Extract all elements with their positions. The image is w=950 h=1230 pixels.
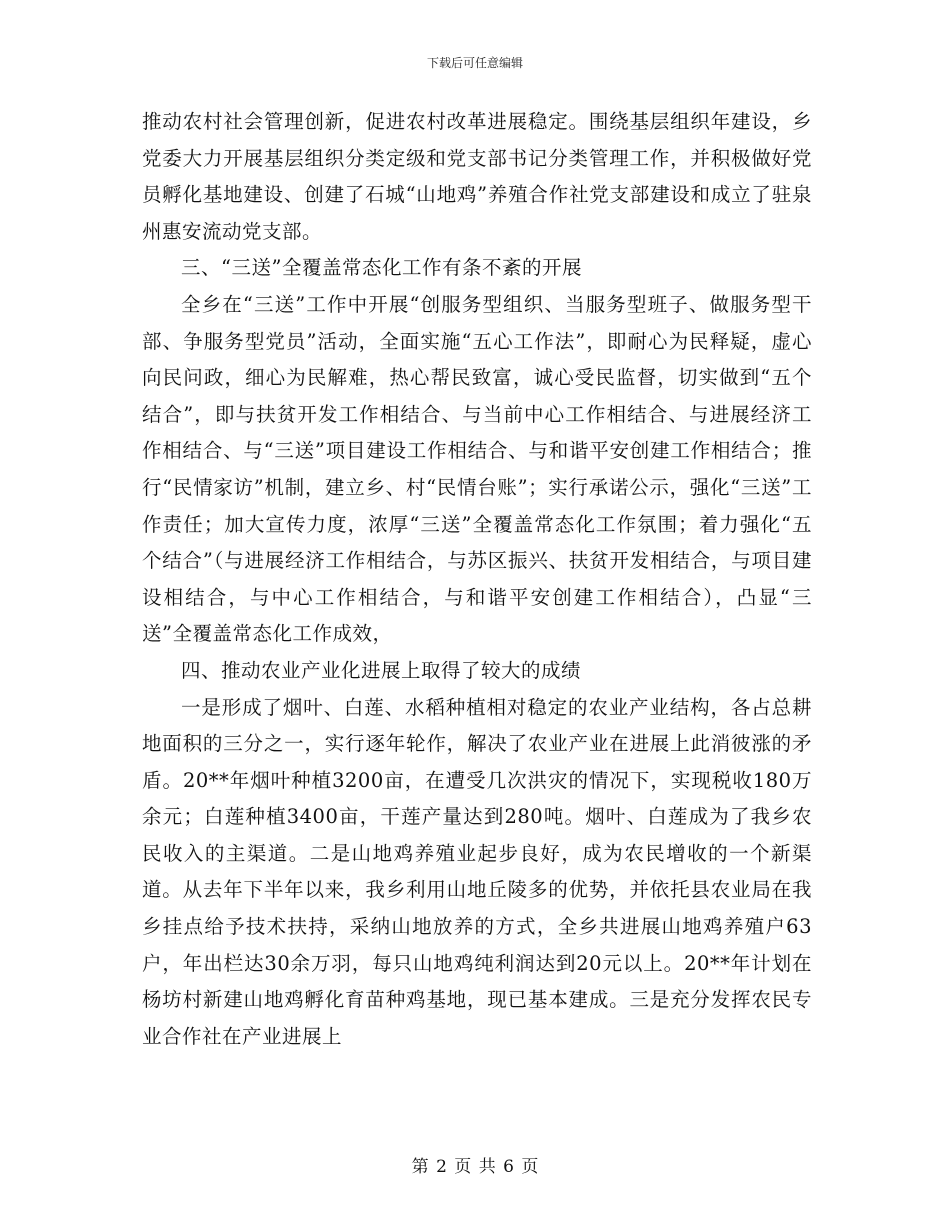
page-header: 下载后可任意编辑 bbox=[426, 56, 523, 70]
paragraph: 一是形成了烟叶、白莲、水稻种植相对稳定的农业产业结构，各占总耕地面积的三分之一，实行逐年轮作，解决了农业产业在进展上此消彼涨的矛盾。20**年烟叶种植3200亩，在遭受几次洪灾的情况下，实现税收180万余元；白莲种植3400亩，干莲产量达到280吨。烟叶、白莲成为了我乡农民收入的主渠道。二是山地鸡养殖业起步良好，成为农民增收的一个新渠道。从去年下半年以来，我乡利用山地丘陵多的优势，并依托县农业局在我乡挂点给予技术扶持，采纳山地放养的方式，全乡共进展山地鸡养殖户63户，年出栏达30余万羽，每只山地鸡纯利润达到20元以上。20**年计划在杨坊村新建山地鸡孵化育苗种鸡基地，现已基本建成。三是充分发挥农民专业合作社在产业进展上 bbox=[142, 695, 812, 1048]
section-heading: 三、“三送”全覆盖常态化工作有条不紊的开展 bbox=[181, 256, 582, 280]
paragraph: 推动农村社会管理创新，促进农村改革进展稳定。围绕基层组织年建设，乡党委大力开展基层组织分类定级和党支部书记分类管理工作，并积极做好党员孵化基地建设、创建了石城“山地鸡”养殖合作社党支部建设和成立了驻泉州惠安流动党支部。 bbox=[142, 110, 812, 243]
paragraph: 全乡在“三送”工作中开展“创服务型组织、当服务型班子、做服务型干部、争服务型党员”活动，全面实施“五心工作法”，即耐心为民释疑，虚心向民问政，细心为民解难，热心帮民致富，诚心受民监督，切实做到“五个结合”，即与扶贫开发工作相结合、与当前中心工作相结合、与进展经济工作相结合、与“三送”项目建设工作相结合、与和谐平安创建工作相结合；推行“民情家访”机制，建立乡、村“民情台账”；实行承诺公示，强化“三送”工作责任；加大宣传力度，浓厚“三送”全覆盖常态化工作氛围；着力强化“五个结合”（与进展经济工作相结合，与苏区振兴、扶贫开发相结合，与项目建设相结合，与中心工作相结合，与和谐平安创建工作相结合），凸显“三送”全覆盖常态化工作成效， bbox=[142, 292, 812, 646]
section-heading: 四、推动农业产业化进展上取得了较大的成绩 bbox=[181, 658, 582, 682]
page-number: 第 2 页 共 6 页 bbox=[411, 1157, 539, 1177]
document-body bbox=[142, 104, 812, 1055]
